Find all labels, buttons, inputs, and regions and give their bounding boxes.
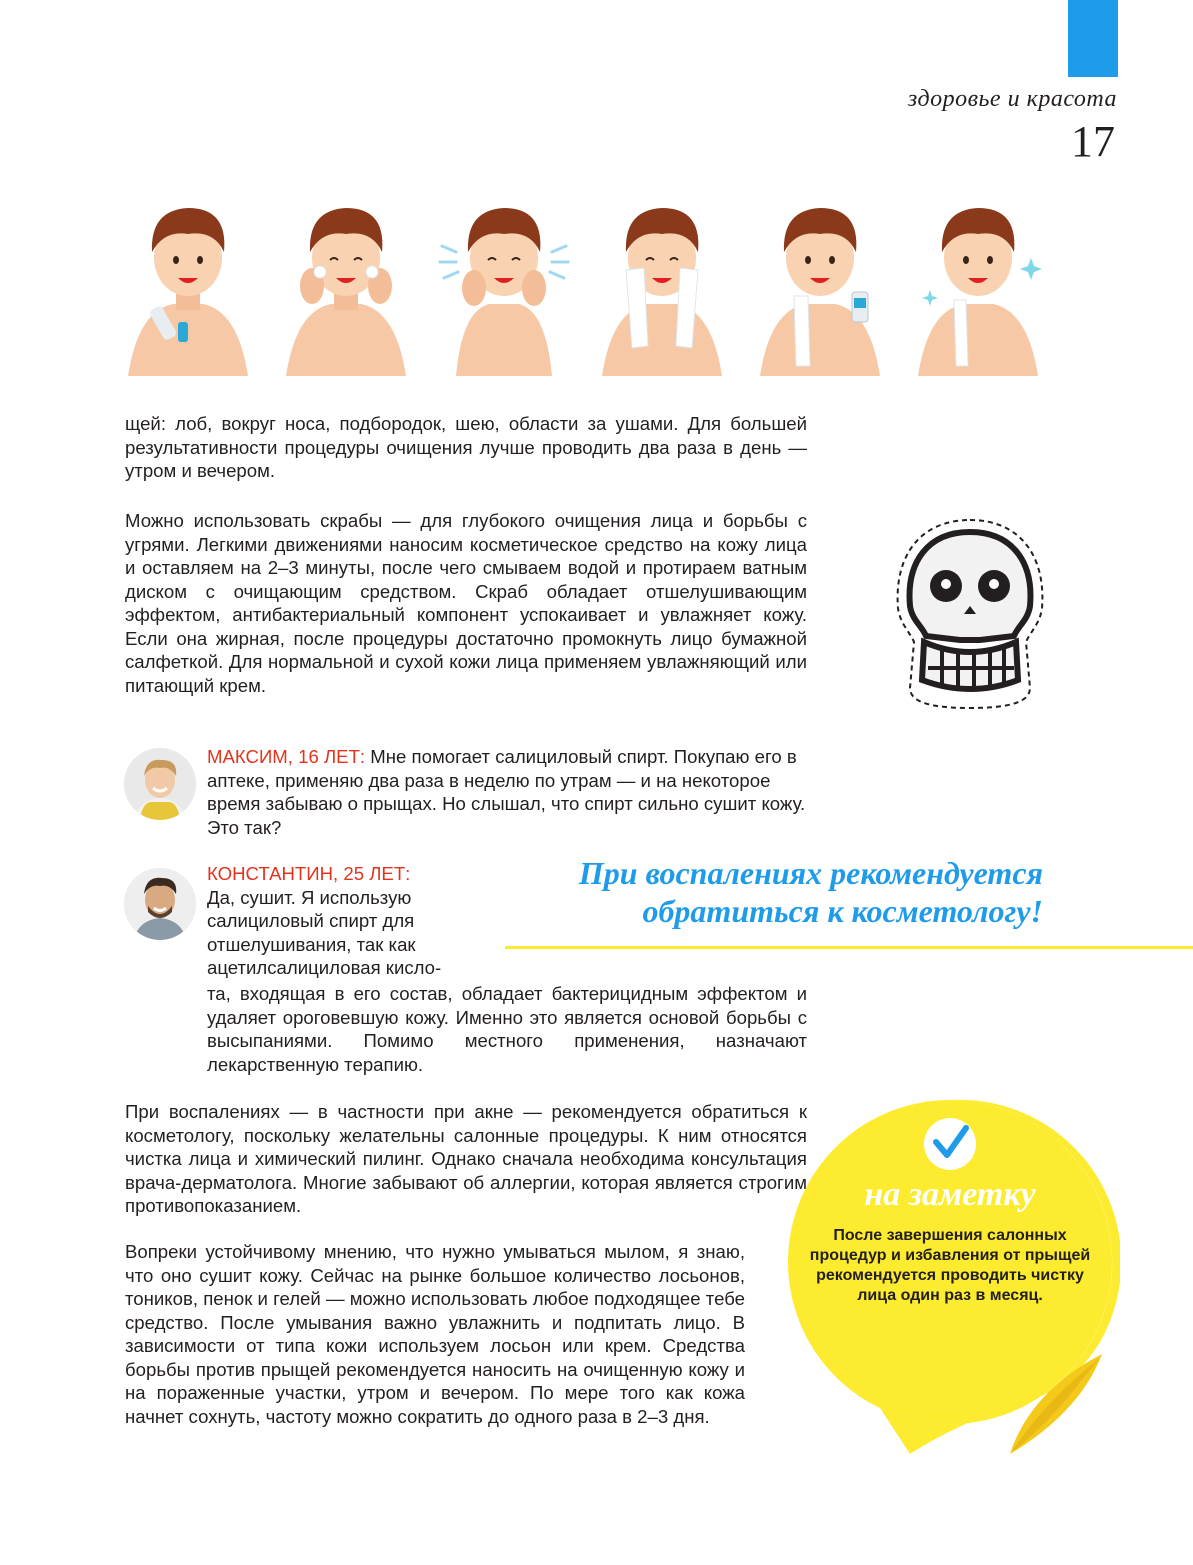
konstantin-name: КОНСТАНТИН, 25 ЛЕТ:: [207, 863, 411, 884]
maxim-quote: [207, 745, 807, 839]
article-paragraph: При воспалениях — в частности при акне — рекомендуется обратиться к косметологу, поскольку желательны салонные процедуры. К ним относятся чистка лица и химический пилинг. Однако сначала необходима консультация врача-дерматолога. Многие забывают об аллергии, которая является строгим противопоказанием.: [125, 1101, 807, 1216]
pull-quote-underline: [505, 946, 1193, 949]
step-wash-face-figure: [276, 196, 416, 382]
section-color-tab: [1068, 0, 1118, 77]
konstantin-quote: [207, 862, 467, 980]
face-washing-steps-illustration: [118, 196, 1048, 382]
maxim-quote-text: Мне помогает салициловый спирт. Покупаю его в аптеке, применяю два раза в неделю по утрам — и на некоторое время забываю о прыщах. Но слышал, что спирт сильно сушит кожу. Это так?: [207, 746, 806, 838]
page-number: 17: [1071, 117, 1115, 166]
konstantin-quote-text: Да, сушит. Я использую салициловый спирт для отшелушивания, так как ацетилсалициловая кисло-: [207, 886, 442, 978]
step-clean-skin-figure: [908, 196, 1048, 382]
article-paragraph: Можно использовать скрабы — для глубокого очищения лица и борьбы с угрями. Легкими движениями наносим косметическое средство на кожу лица и оставляем на 2–3 минуты, после чего смываем водой и протираем ватным диском с очищающим средством. Скраб обладает отшелушивающим эффектом, антибактериальный компонент успокаивает и увлажняет кожу. Если она жирная, после процедуры достаточно промокнуть лицо бумажной салфеткой. Для нормальной и сухой кожи лица применяем увлажняющий или питающий крем.: [125, 510, 807, 696]
article-paragraph: щей: лоб, вокруг носа, подбородок, шею, области за ушами. Для большей результативности процедуры очищения лучше проводить два раза в день — утром и вечером.: [125, 413, 807, 481]
section-title: здоровье и красота: [907, 86, 1117, 112]
pull-quote-line: обратиться к косметологу!: [642, 893, 1043, 929]
step-apply-toner-figure: [750, 196, 890, 382]
step-apply-lotion-figure: [118, 196, 258, 382]
maxim-name: МАКСИМ, 16 ЛЕТ:: [207, 746, 366, 767]
note-text: После завершения салонных процедур и избавления от прыщей рекомендуется проводить чистку лица один раз в месяц.: [809, 1227, 1091, 1304]
step-splash-water-figure: [434, 196, 574, 382]
article-paragraph: Вопреки устойчивому мнению, что нужно умываться мылом, я знаю, что оно сушит кожу. Сейчас на рынке большое количество лосьонов, тоников, пенок и гелей — можно использовать любое подходящее тебе средство. После умывания важно увлажнить и подпитать лицо. В зависимости от типа кожи используем лосьон или крем. Средства борьбы против прыщей рекомендуется наносить на очищенную кожу и на пораженные участки, утром и вечером. По мере того как кожа начнет сохнуть, частоту можно сократить до одного раза в 2–3 дня.: [125, 1241, 745, 1427]
step-dry-towel-figure: [592, 196, 732, 382]
note-title: на заметку: [864, 1176, 1036, 1213]
pull-quote: [483, 854, 1043, 930]
konstantin-avatar: [124, 868, 196, 940]
maxim-avatar: [124, 748, 196, 820]
skull-sticker-illustration: [890, 512, 1050, 712]
konstantin-quote-continued: та, входящая в его состав, обладает бактерицидным эффектом и удаляет ороговевшую кожу. Именно это является основой борьбы с высыпаниями. Помимо местного применения, назначают лекарственную терапию.: [207, 983, 807, 1075]
pull-quote-line: При воспалениях рекомендуется: [578, 855, 1043, 891]
checkmark-icon: [924, 1118, 976, 1170]
